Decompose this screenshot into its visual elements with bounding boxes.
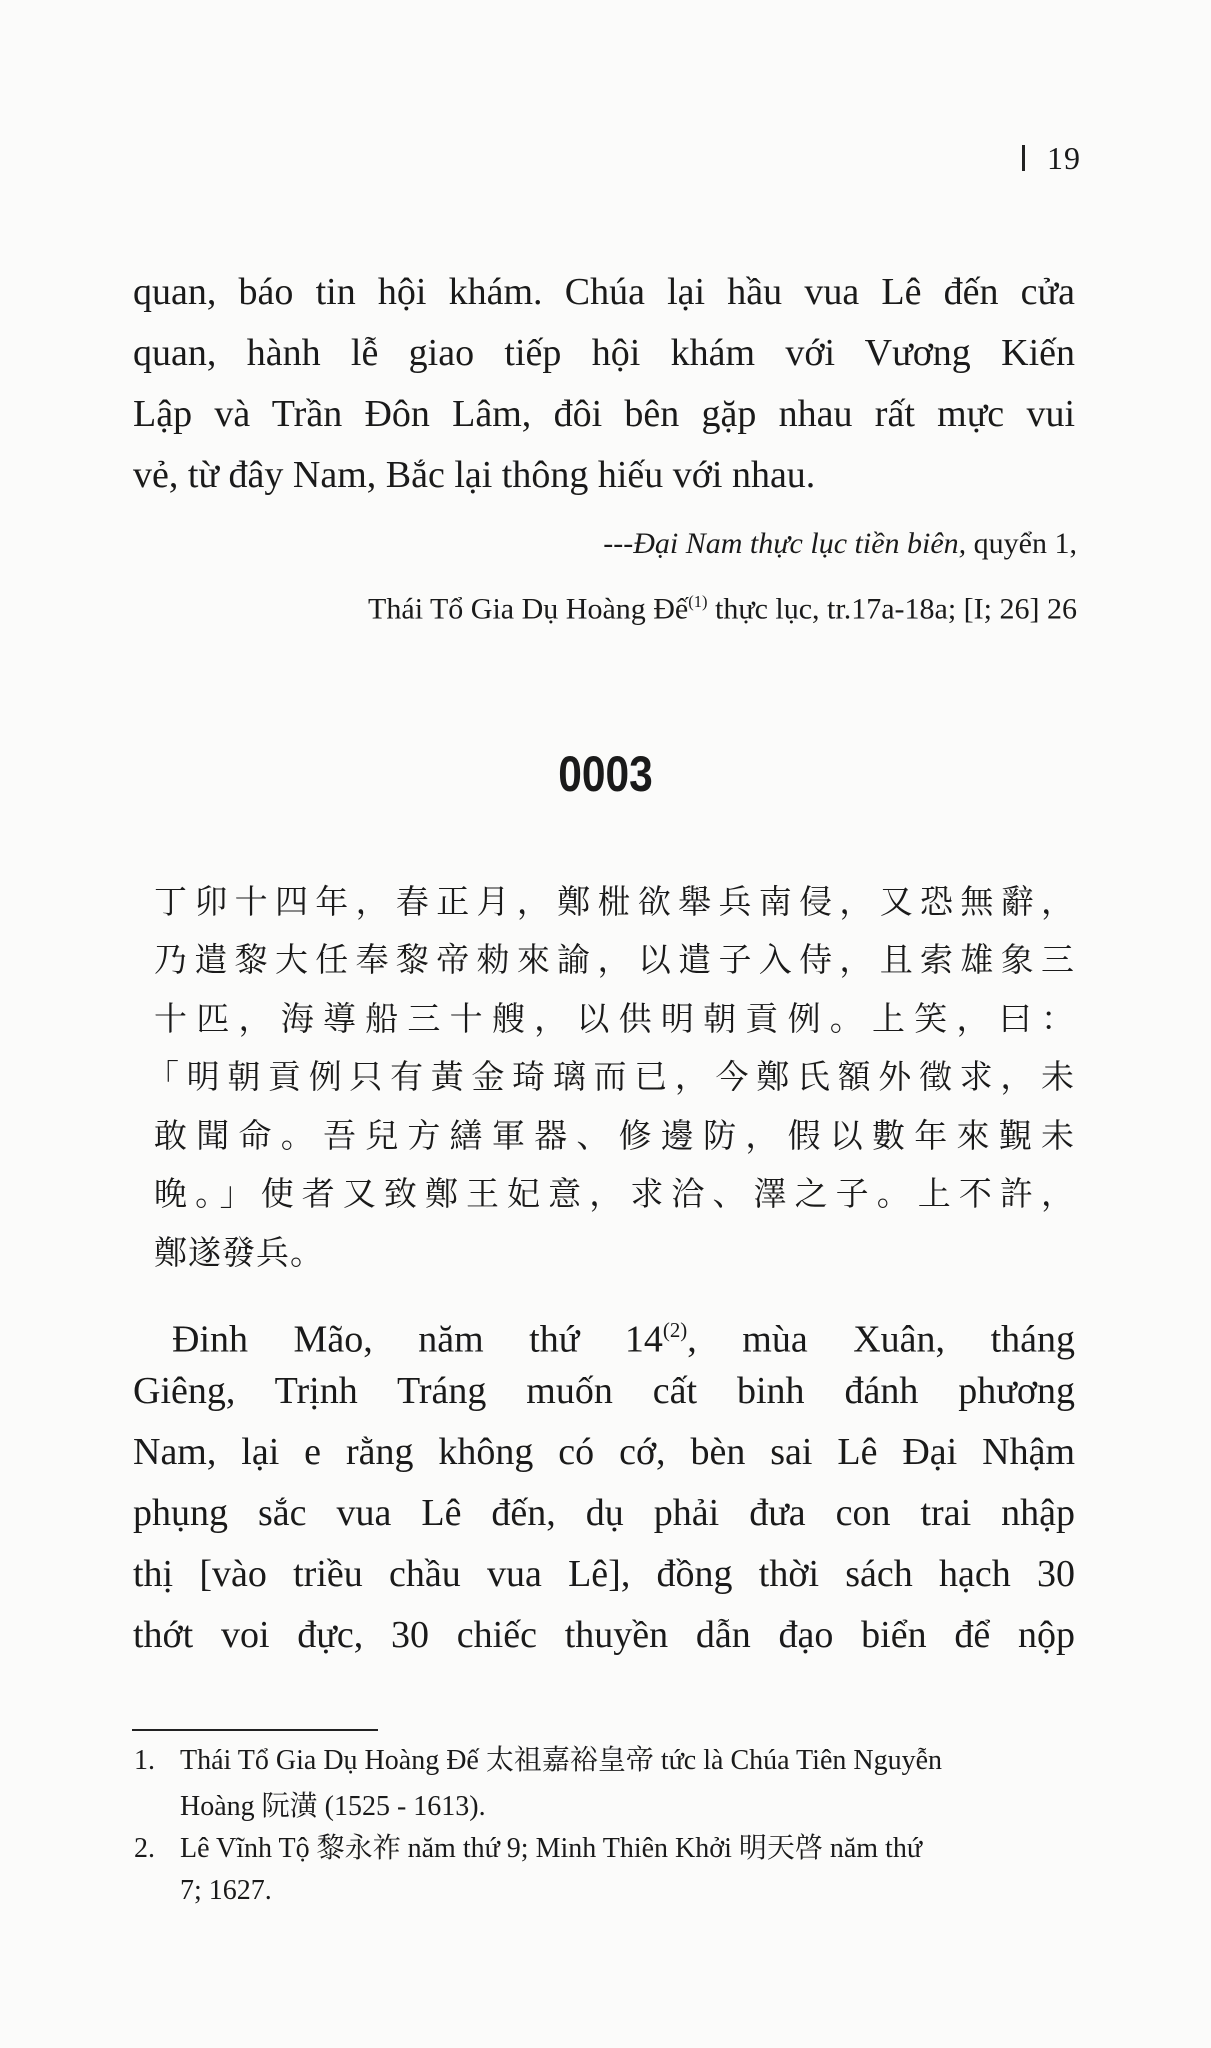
footnote-ref[interactable]: (1): [688, 592, 708, 611]
text-line: Nam, lại e rằng không có cớ, bèn sai Lê Đại Nhậm: [133, 1431, 1075, 1473]
chinese-line: 乃遣黎大任奉黎帝勑來諭，以遣子入侍，且索雄象三: [154, 940, 1075, 979]
text-line: thớt voi đực, 30 chiếc thuyền dẫn đạo biển để nộp: [133, 1614, 1075, 1656]
footnote-number: 1.: [134, 1745, 155, 1776]
entry-heading: 0003: [558, 746, 653, 802]
citation-text: Thái Tổ Gia Dụ Hoàng Đế: [368, 592, 689, 626]
footnote-divider: [132, 1729, 378, 1731]
page-number-divider: [1022, 145, 1025, 171]
chinese-line: 「明朝貢例只有黃金琦璃而已，今鄭氏額外徵求，未: [146, 1057, 1075, 1096]
citation-source: ---Đại Nam thực lục tiền biên,: [603, 527, 967, 560]
footnote-ref[interactable]: (2): [662, 1318, 688, 1342]
page-number-text: 19: [1047, 140, 1081, 176]
chinese-line: 敢聞命。吾兒方繕軍器、修邊防，假以數年來覲未: [154, 1116, 1075, 1155]
chinese-line: 晚。」使者又致鄭王妃意，求洽、澤之子。上不許，: [154, 1174, 1075, 1213]
citation-line-1: [603, 527, 1077, 561]
text-line: quan, hành lễ giao tiếp hội khám với Vương Kiến: [133, 332, 1075, 374]
footnote-text: Thái Tổ Gia Dụ Hoàng Đế 太祖嘉裕皇帝 tức là Chúa Tiên Nguyễn: [180, 1745, 943, 1776]
chinese-line: 丁卯十四年，春正月，鄭梉欲舉兵南侵，又恐無辭，: [154, 882, 1075, 921]
chinese-line: 十匹，海導船三十艘，以供明朝貢例。上笑，曰：: [154, 999, 1075, 1038]
text-line: quan, báo tin hội khám. Chúa lại hầu vua Lê đến cửa: [133, 271, 1075, 313]
text-line: thị [vào triều chầu vua Lê], đồng thời sách hạch 30: [133, 1553, 1075, 1595]
footnote-text: Lê Vĩnh Tộ 黎永祚 năm thứ 9; Minh Thiên Khởi 明天啓 năm thứ: [180, 1833, 923, 1864]
text-line: [172, 1308, 1075, 1362]
citation-volume: quyển 1,: [966, 527, 1077, 560]
citation-text: thực lục, tr.17a-18a; [I; 26] 26: [707, 592, 1077, 626]
footnote-text: Hoàng 阮潢 (1525 - 1613).: [180, 1791, 486, 1822]
text-span: , mùa Xuân, tháng: [687, 1318, 1075, 1361]
text-span: Đinh Mão, năm thứ 14: [172, 1318, 663, 1361]
text-line: Lập và Trần Đôn Lâm, đôi bên gặp nhau rất mực vui: [133, 393, 1075, 435]
chinese-line: 鄭遂發兵。: [154, 1233, 324, 1272]
page-number: [1022, 140, 1081, 177]
citation-line-2: [368, 592, 1077, 627]
text-line: vẻ, từ đây Nam, Bắc lại thông hiếu với nhau.: [133, 454, 816, 496]
footnote-number: 2.: [134, 1833, 155, 1864]
text-line: phụng sắc vua Lê đến, dụ phải đưa con trai nhập: [133, 1492, 1075, 1534]
footnote-text: 7; 1627.: [180, 1875, 272, 1906]
text-line: Giêng, Trịnh Tráng muốn cất binh đánh phương: [133, 1370, 1075, 1412]
